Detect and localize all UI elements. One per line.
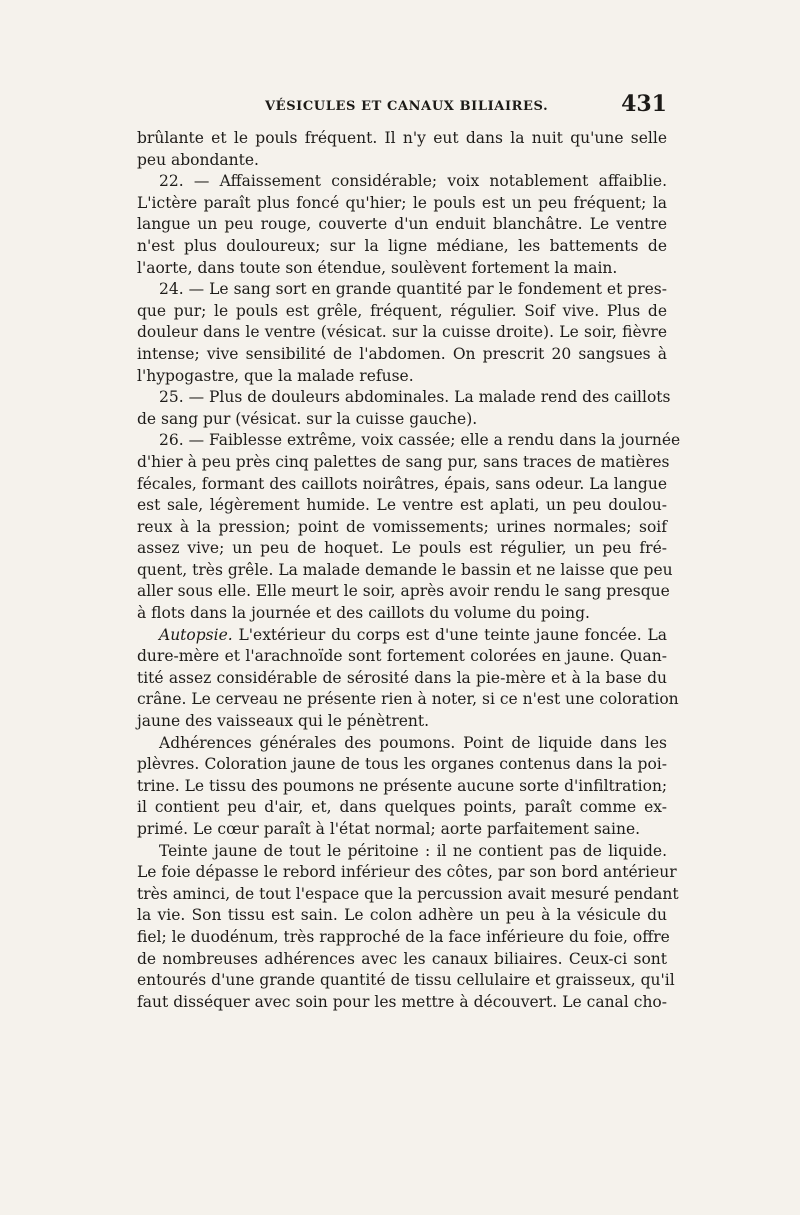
running-head — [137, 91, 667, 123]
text-line: 25. — Plus de douleurs abdominales. La malade rend des caillots — [159, 388, 671, 407]
text-line: l'aorte, dans toute son étendue, soulèvent fortement la main. — [137, 258, 618, 277]
text-line: Adhérences générales des poumons. Point de liquide dans les — [159, 733, 667, 752]
text-line: reux à la pression; point de vomissements; urines normales; soif — [137, 517, 667, 536]
text-line: Autopsie. L'extérieur du corps est d'une teinte jaune foncée. La — [159, 625, 667, 644]
text-line: 26. — Faiblesse extrême, voix cassée; elle a rendu dans la journée — [159, 431, 681, 450]
text-line: brûlante et le pouls fréquent. Il n'y eut dans la nuit qu'une selle — [137, 129, 667, 147]
text-line: est sale, légèrement humide. Le ventre est aplati, un peu doulou- — [137, 496, 667, 515]
text-line: L'ictère paraît plus foncé qu'hier; le pouls est un peu fréquent; la — [137, 193, 667, 212]
text-line: fécales, formant des caillots noirâtres, épais, sans odeur. La langue — [137, 474, 667, 493]
text-line: 24. — Le sang sort en grande quantité par le fondement et pres- — [159, 280, 667, 299]
text-line: tité assez considérable de sérosité dans la pie-mère et à la base du — [137, 668, 667, 687]
text-line: il contient peu d'air, et, dans quelques points, paraît comme ex- — [137, 798, 667, 817]
text-line: faut disséquer avec soin pour les mettre à découvert. Le canal cho- — [137, 992, 667, 1011]
body-text — [137, 128, 681, 1013]
text-line: fiel; le duodénum, très rapproché de la face inférieure du foie, offre — [137, 927, 670, 946]
text-line: entourés d'une grande quantité de tissu cellulaire et graisseux, qu'il — [137, 971, 675, 990]
text-line: plèvres. Coloration jaune de tous les organes contenus dans la poi- — [137, 755, 667, 774]
text-line: aller sous elle. Elle meurt le soir, après avoir rendu le sang presque — [137, 582, 670, 601]
text-line: langue un peu rouge, couverte d'un enduit blanchâtre. Le ventre — [137, 215, 667, 234]
text-line: que pur; le pouls est grêle, fréquent, régulier. Soif vive. Plus de — [137, 301, 667, 320]
text-line: trine. Le tissu des poumons ne présente aucune sorte d'infiltration; — [137, 776, 668, 795]
text-line: très aminci, de tout l'espace que la percussion avait mesuré pendant — [137, 884, 679, 903]
text-line: jaune des vaisseaux qui le pénètrent. — [137, 712, 430, 731]
text-line: Le foie dépasse le rebord inférieur des côtes, par son bord antérieur — [137, 863, 677, 882]
page-number: 431 — [621, 91, 667, 117]
text-line: douleur dans le ventre (vésicat. sur la cuisse droite). Le soir, fièvre — [137, 323, 667, 342]
text-line: d'hier à peu près cinq palettes de sang pur, sans traces de matières — [137, 452, 670, 471]
text-line: 22. — Affaissement considérable; voix notablement affaiblie. — [159, 172, 667, 191]
text-line: Teinte jaune de tout le péritoine : il ne contient pas de liquide. — [159, 841, 667, 860]
text-line: assez vive; un peu de hoquet. Le pouls est régulier, un peu fré- — [137, 539, 667, 558]
text-line: n'est plus douloureux; sur la ligne médiane, les battements de — [137, 236, 667, 255]
text-line: à flots dans la journée et des caillots du volume du poing. — [137, 604, 590, 623]
text-line: quent, très grêle. La malade demande le bassin et ne laisse que peu — [137, 560, 673, 579]
running-title: VÉSICULES ET CANAUX BILIAIRES. — [265, 99, 549, 114]
text-line: l'hypogastre, que la malade refuse. — [137, 366, 414, 385]
text-line: la vie. Son tissu est sain. Le colon adhère un peu à la vésicule du — [137, 906, 667, 925]
text-line: peu abondante. — [137, 150, 259, 169]
text-line: crâne. Le cerveau ne présente rien à noter, si ce n'est une coloration — [137, 690, 679, 709]
text-line: dure-mère et l'arachnoïde sont fortement colorées en jaune. Quan- — [137, 647, 667, 666]
text-line: intense; vive sensibilité de l'abdomen. On prescrit 20 sangsues à — [137, 344, 667, 363]
text-line: de sang pur (vésicat. sur la cuisse gauche). — [137, 409, 478, 428]
text-line: de nombreuses adhérences avec les canaux biliaires. Ceux-ci sont — [137, 949, 667, 968]
text-line: primé. Le cœur paraît à l'état normal; aorte parfaitement saine. — [137, 820, 641, 838]
